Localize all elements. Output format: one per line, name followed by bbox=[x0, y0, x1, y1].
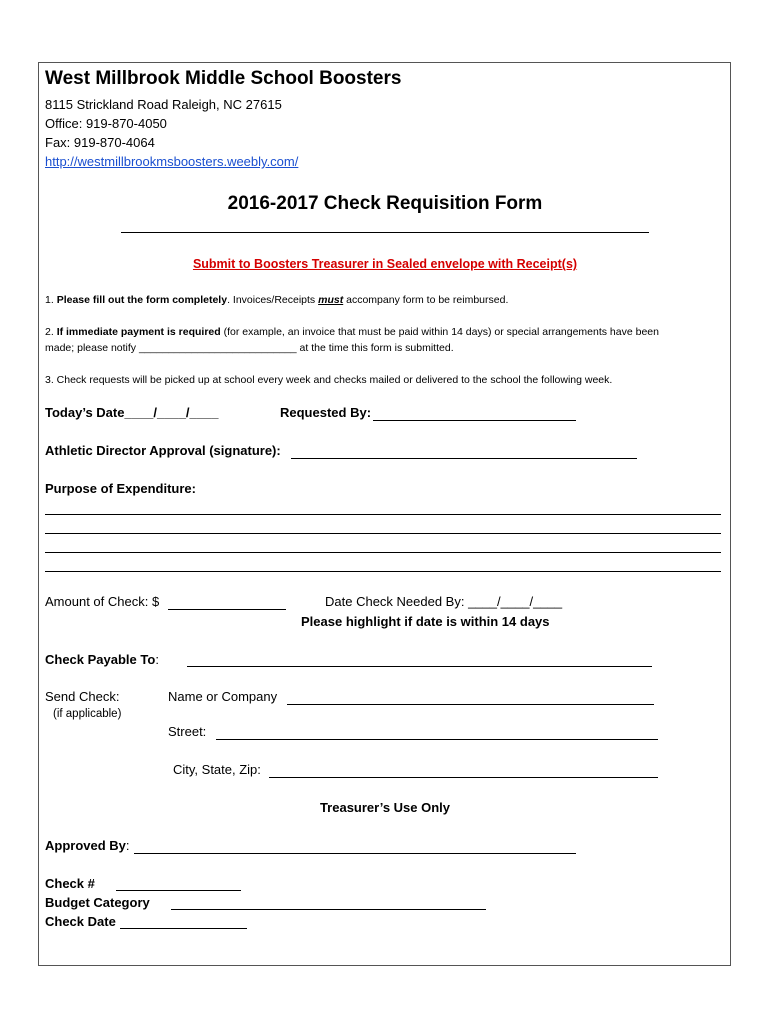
approved-by-text: Approved By bbox=[45, 838, 126, 853]
approved-by-label bbox=[45, 838, 130, 853]
instruction-2-bold: If immediate payment is required bbox=[56, 326, 221, 338]
instruction-2 bbox=[45, 326, 659, 338]
fax-number: Fax: 919-870-4064 bbox=[45, 135, 155, 150]
ad-approval-label: Athletic Director Approval (signature): bbox=[45, 443, 281, 458]
street-field[interactable] bbox=[216, 739, 658, 740]
purpose-line-4[interactable] bbox=[45, 571, 721, 572]
send-check-label: Send Check: bbox=[45, 689, 120, 704]
check-number-field[interactable] bbox=[116, 890, 241, 891]
instruction-2-text: (for example, an invoice that must be paid within 14 days) or special arrangements have been bbox=[220, 326, 659, 338]
instruction-1-bold: Please fill out the form completely bbox=[56, 294, 228, 306]
requested-by-field[interactable] bbox=[373, 420, 576, 421]
ad-approval-field[interactable] bbox=[291, 458, 637, 459]
if-applicable-note: (if applicable) bbox=[53, 708, 122, 720]
budget-category-label: Budget Category bbox=[45, 895, 150, 910]
amount-field[interactable] bbox=[168, 609, 286, 610]
treasurer-heading: Treasurer’s Use Only bbox=[319, 800, 451, 815]
check-date-field[interactable] bbox=[120, 928, 247, 929]
payable-to-text: Check Payable To bbox=[45, 652, 156, 667]
submit-notice: Submit to Boosters Treasurer in Sealed envelope with Receipt(s) bbox=[192, 257, 578, 271]
approved-by-field[interactable] bbox=[134, 853, 576, 854]
city-state-zip-field[interactable] bbox=[269, 777, 658, 778]
office-phone: Office: 919-870-4050 bbox=[45, 116, 167, 131]
date-needed-label: Date Check Needed By: ____/____/____ bbox=[325, 594, 563, 609]
purpose-line-2[interactable] bbox=[45, 533, 721, 534]
purpose-line-1[interactable] bbox=[45, 514, 721, 515]
payable-to-colon: : bbox=[155, 652, 159, 667]
payable-to-label bbox=[45, 652, 159, 667]
check-number-label: Check # bbox=[45, 876, 95, 891]
website-link[interactable]: http://westmillbrookmsboosters.weebly.com/ bbox=[45, 154, 299, 169]
street-label: Street: bbox=[168, 724, 207, 739]
instruction-1 bbox=[45, 294, 508, 306]
highlight-note: Please highlight if date is within 14 days bbox=[301, 614, 550, 629]
instruction-3: 3. Check requests will be picked up at school every week and checks mailed or delivered to the school the following week. bbox=[45, 374, 613, 386]
check-date-label: Check Date bbox=[45, 914, 116, 929]
requested-by-label: Requested By: bbox=[280, 405, 372, 420]
instruction-1-num: 1. bbox=[45, 294, 57, 306]
payable-to-field[interactable] bbox=[187, 666, 652, 667]
todays-date-label: Today’s Date____/____/____ bbox=[45, 405, 219, 420]
approved-by-colon: : bbox=[125, 838, 130, 853]
purpose-line-3[interactable] bbox=[45, 552, 721, 553]
org-address: 8115 Strickland Road Raleigh, NC 27615 bbox=[45, 97, 282, 112]
name-company-label: Name or Company bbox=[168, 689, 278, 704]
name-company-field[interactable] bbox=[287, 704, 654, 705]
city-state-zip-label: City, State, Zip: bbox=[173, 762, 261, 777]
purpose-label: Purpose of Expenditure: bbox=[45, 481, 196, 496]
instruction-1-text-a: . Invoices/Receipts bbox=[227, 294, 319, 306]
title-divider bbox=[121, 232, 649, 233]
form-title: 2016-2017 Check Requisition Form bbox=[227, 193, 543, 214]
budget-category-field[interactable] bbox=[171, 909, 486, 910]
amount-label: Amount of Check: $ bbox=[45, 594, 160, 609]
instruction-1-must: must bbox=[318, 294, 344, 306]
org-name: West Millbrook Middle School Boosters bbox=[45, 68, 402, 89]
instruction-2-line2: made; please notify ___________________________ at the time this form is submitted. bbox=[45, 342, 454, 354]
instruction-2-num: 2. bbox=[45, 326, 57, 338]
instruction-1-text-b: accompany form to be reimbursed. bbox=[343, 294, 509, 306]
